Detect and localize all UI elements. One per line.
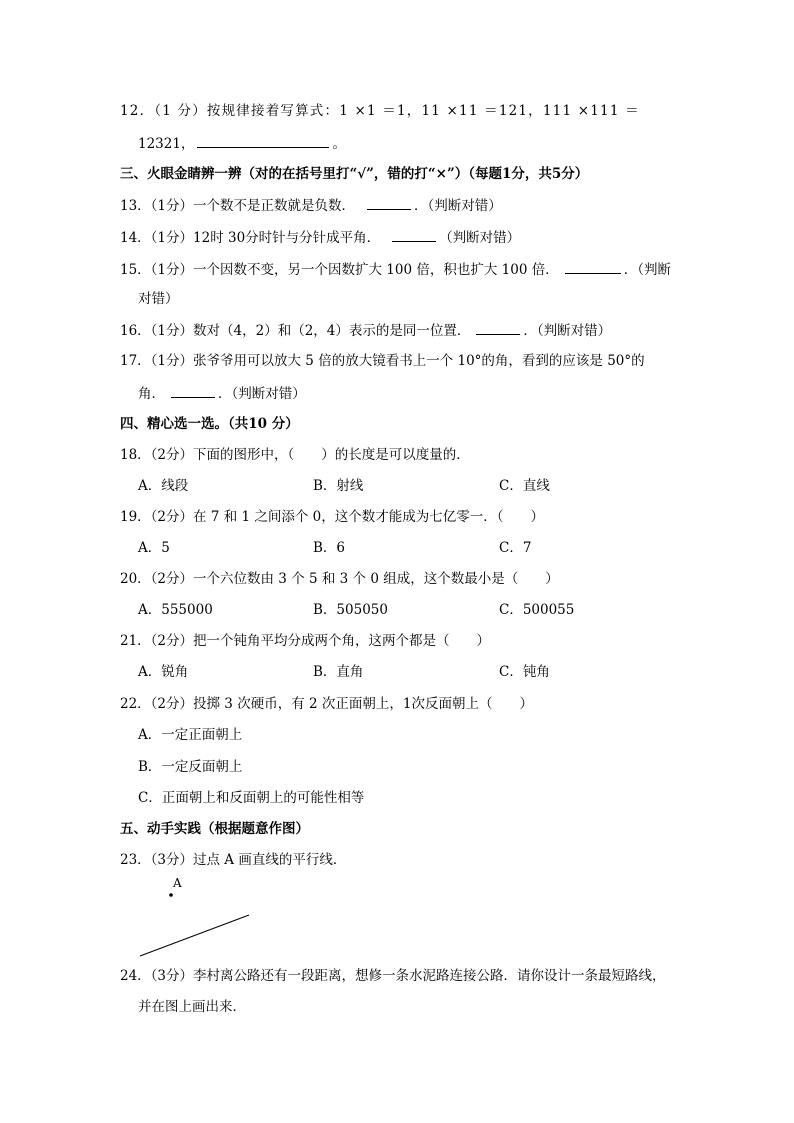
point-a-label: A	[173, 876, 182, 890]
q14-suffix: （判断对错）	[439, 230, 521, 246]
q15-line2: 对错）	[138, 291, 179, 307]
q20-stem: 20．（2分）一个六位数由 3 个 5 和 3 个 0 组成，这个数最小是（ ）	[120, 571, 559, 587]
q17-line1: 17．（1分）张爷爷用可以放大 5 倍的放大镜看书上一个 10°的角，看到的应该是 50°的	[120, 353, 645, 369]
q22-option-a[interactable]: A．一定正面朝上	[138, 727, 243, 743]
q12-text: 12321，	[138, 136, 195, 152]
q18-option-b[interactable]: B．射线	[313, 478, 364, 494]
q14-text: 14．（1分）12时 30分时针与分针成平角．	[120, 230, 381, 246]
q16-suffix: ．（判断对错）	[523, 323, 612, 339]
q15-suffix: ．（判断	[623, 262, 671, 278]
q24-line2: 并在图上画出来．	[138, 999, 246, 1015]
q12-line1: 12．（1 分）按规律接着写算式：1 ×1 ＝1，11 ×11 ＝121，111 ×111 ＝	[120, 103, 640, 119]
q13-text: 13．（1分）一个数不是正数就是负数．	[120, 198, 356, 214]
q19-option-b[interactable]: B．6	[313, 540, 346, 556]
q24-line1: 24．（3分）李村离公路还有一段距离，想修一条水泥路连接公路．请你设计一条最短路线，	[120, 968, 666, 984]
q19-stem: 19．（2分）在 7 和 1 之间添个 0，这个数才能成为七亿零一．（ ）	[120, 509, 544, 525]
q23-stem: 23．（3分）过点 A 画直线的平行线．	[120, 852, 347, 868]
q19-option-c[interactable]: C．7	[499, 540, 532, 556]
q22-option-b[interactable]: B．一定反面朝上	[138, 759, 243, 775]
q21-option-b[interactable]: B．直角	[313, 664, 364, 680]
given-line	[140, 915, 249, 956]
section-3-heading: 三、火眼金睛辨一辨（对的在括号里打“√”，错的打“×”）（每题1分，共5分）	[120, 166, 589, 182]
q21-stem: 21．（2分）把一个钝角平均分成两个角，这两个都是（ ）	[120, 633, 491, 649]
q20-option-c[interactable]: C．500055	[499, 602, 575, 618]
q18-option-a[interactable]: A．线段	[138, 478, 189, 494]
q18-option-c[interactable]: C．直线	[499, 478, 550, 494]
q16-text: 16．（1分）数对（4，2）和（2，4）表示的是同一位置．	[120, 323, 471, 339]
q19-option-a[interactable]: A．5	[138, 540, 170, 556]
q21-option-c[interactable]: C．钝角	[499, 664, 550, 680]
section-4-heading: 四、精心选一选。（共10 分）	[120, 416, 299, 432]
q21-option-a[interactable]: A．锐角	[138, 664, 189, 680]
q22-stem: 22．（2分）投掷 3 次硬币，有 2 次正面朝上，1次反面朝上（ ）	[120, 696, 533, 712]
q13-suffix: ．（判断对错）	[414, 198, 502, 214]
q22-option-c[interactable]: C．正面朝上和反面朝上的可能性相等	[138, 790, 365, 806]
q17-text: 角．	[138, 386, 165, 402]
q20-option-a[interactable]: A．555000	[138, 602, 213, 618]
q17-suffix: ．（判断对错）	[218, 386, 306, 402]
point-a	[169, 893, 173, 897]
q15-text: 15．（1分）一个因数不变，另一个因数扩大 100 倍，积也扩大 100 倍．	[120, 262, 559, 278]
q18-stem: 18．（2分）下面的图形中，（ ）的长度是可以度量的．	[120, 447, 470, 463]
q20-option-b[interactable]: B．505050	[313, 602, 388, 618]
section-5-heading: 五、动手实践（根据题意作图）	[120, 821, 309, 837]
q12-tail: 。	[332, 136, 346, 152]
